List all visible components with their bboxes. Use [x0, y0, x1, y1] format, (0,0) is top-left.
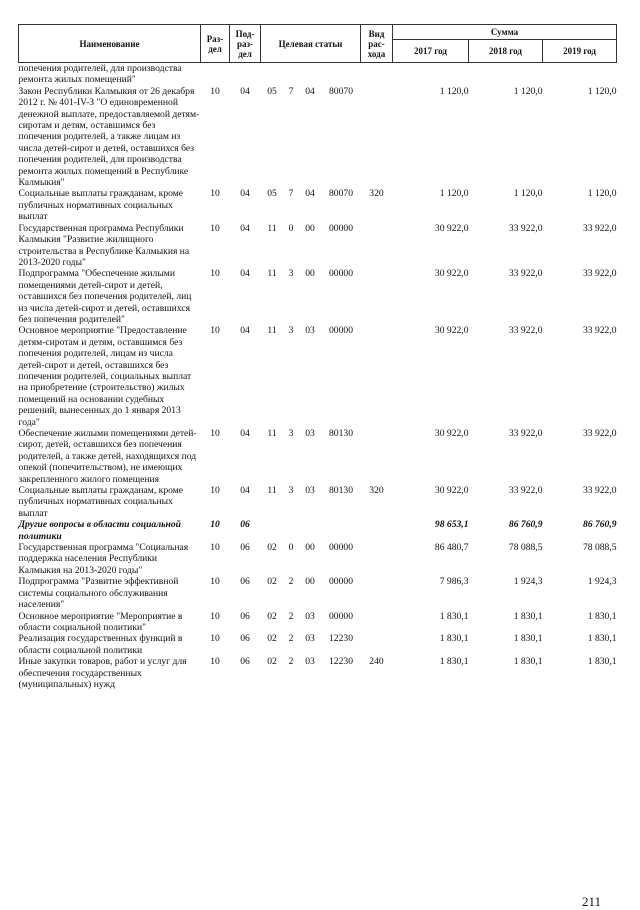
row-sum-2018: 1 830,1: [513, 656, 543, 668]
row-sum-2018: 33 922,0: [508, 222, 543, 234]
row-target-event: 04: [305, 85, 315, 97]
row-expense-type: 240: [369, 656, 384, 668]
row-sum-2017: 30 922,0: [434, 485, 469, 497]
row-section: 10: [210, 656, 220, 668]
row-target-subprogram: 3: [288, 325, 294, 337]
row-sum-2018: 1 830,1: [513, 610, 543, 622]
table-row: [19, 656, 617, 690]
row-target-event: 03: [305, 633, 315, 645]
row-sum-2017: 30 922,0: [434, 268, 469, 280]
row-sum-2018: 33 922,0: [508, 268, 543, 280]
row-expense-type: [361, 633, 393, 656]
row-name: Реализация государственных функций в области социальной политики: [18, 633, 183, 656]
row-section: 10: [210, 576, 220, 588]
row-subsection: 06: [240, 576, 250, 588]
header-year-2018: 2018 год: [469, 40, 543, 63]
row-expense-type: [361, 268, 393, 325]
row-subsection: 04: [240, 268, 250, 280]
row-name: Иные закупки товаров, работ и услуг для обеспечения государственных (муниципальных) нужд: [18, 656, 187, 690]
row-expense-type: [361, 63, 393, 86]
row-section: 10: [210, 325, 220, 337]
row-sum-2019: [543, 63, 617, 86]
table-body: [19, 63, 617, 691]
row-target-event: 00: [305, 542, 315, 554]
row-subsection: 06: [240, 656, 250, 668]
row-target-subprogram: [284, 519, 299, 542]
header-target: Целевая статьи: [261, 25, 361, 63]
header-section: Раз-дел: [201, 25, 230, 63]
table-row: [19, 633, 617, 656]
header-year-2019: 2019 год: [543, 40, 617, 63]
row-target-program: 11: [267, 268, 277, 280]
table-row: [19, 188, 617, 222]
row-name: Обеспечение жилыми помещениями детей-сирот, детей, оставшихся без попечения родителей, а также детей, находящихся под опекой (попечительством), не имеющих закрепленного жилого помещения: [18, 428, 197, 485]
row-target-event: [299, 519, 322, 542]
table-row: [19, 485, 617, 519]
row-name: Социальные выплаты гражданам, кроме публичных нормативных социальных выплат: [18, 485, 184, 519]
row-expense-type: [361, 325, 393, 428]
row-subsection: 04: [240, 485, 250, 497]
row-sum-2017: 1 120,0: [439, 188, 469, 200]
row-target-program: [261, 63, 284, 86]
header-sum: Сумма: [393, 25, 617, 40]
row-subsection: 06: [240, 633, 250, 645]
row-target-program: 11: [267, 485, 277, 497]
row-sum-2018: 1 120,0: [513, 85, 543, 97]
row-sum-2019: 33 922,0: [582, 485, 617, 497]
row-section: 10: [210, 633, 220, 645]
row-target-program: 02: [267, 542, 277, 554]
row-section: 10: [210, 519, 220, 531]
row-target-event: 00: [305, 576, 315, 588]
row-sum-2019: 1 120,0: [587, 188, 617, 200]
row-target-program: 11: [267, 428, 277, 439]
row-sum-2017: 1 830,1: [439, 656, 469, 668]
row-sum-2017: 1 830,1: [439, 633, 469, 645]
row-section: 10: [210, 542, 220, 554]
row-sum-2017: 1 830,1: [439, 610, 469, 622]
row-target-program: 11: [267, 222, 277, 234]
row-target-direction: 00000: [329, 268, 353, 280]
row-target-subprogram: 0: [288, 222, 294, 234]
row-target-event: 04: [305, 188, 315, 200]
row-sum-2018: 1 924,3: [513, 576, 543, 588]
row-target-direction: 00000: [329, 576, 353, 588]
row-target-program: 11: [267, 325, 277, 337]
row-target-direction: 00000: [329, 610, 353, 622]
header-name: Наименование: [19, 25, 201, 63]
row-sum-2019: 33 922,0: [582, 325, 617, 337]
row-target-event: [299, 63, 322, 86]
row-target-subprogram: 2: [288, 576, 294, 588]
row-section: 10: [210, 222, 220, 234]
table-row: [19, 611, 617, 634]
row-target-direction: 12230: [329, 656, 353, 668]
row-sum-2019: 1 830,1: [587, 610, 617, 622]
row-target-subprogram: 2: [288, 633, 294, 645]
row-name: Основное мероприятие "Мероприятие в области социальной политики": [18, 610, 183, 633]
row-expense-type: [361, 611, 393, 634]
row-expense-type: [361, 86, 393, 189]
row-target-direction: 80130: [329, 485, 353, 497]
row-target-subprogram: 7: [288, 85, 294, 97]
row-expense-type: 320: [369, 188, 384, 200]
row-expense-type: [361, 223, 393, 269]
row-sum-2017: 30 922,0: [434, 325, 469, 337]
header-subsection: Под-раз-дел: [230, 25, 261, 63]
row-sum-2019: 1 924,3: [587, 576, 617, 588]
row-target-event: 03: [305, 610, 315, 622]
row-name: Другие вопросы в области социальной политики: [18, 519, 181, 542]
row-sum-2018: 1 830,1: [513, 633, 543, 645]
row-sum-2018: 33 922,0: [508, 325, 543, 337]
row-subsection: 04: [240, 85, 250, 97]
row-name: Социальные выплаты гражданам, кроме публичных нормативных социальных выплат: [18, 188, 184, 223]
row-target-direction: 80130: [329, 428, 353, 439]
row-target-subprogram: 3: [288, 428, 294, 439]
row-sum-2017: 86 480,7: [434, 542, 469, 554]
row-sum-2017: 7 986,3: [439, 576, 469, 588]
row-target-event: 03: [305, 656, 315, 668]
row-sum-2019: 1 830,1: [587, 633, 617, 645]
row-target-direction: 00000: [329, 542, 353, 554]
row-target-direction: 00000: [329, 222, 353, 234]
row-subsection: 06: [240, 519, 250, 531]
row-expense-type: 320: [369, 485, 384, 497]
table-row: [19, 268, 617, 325]
table-row: [19, 63, 617, 86]
row-section: 10: [210, 485, 220, 497]
table-row: [19, 86, 617, 189]
row-sum-2017: [393, 63, 469, 86]
row-expense-type: [361, 428, 393, 485]
row-target-event: 03: [305, 485, 315, 497]
row-target-program: 02: [267, 633, 277, 645]
row-sum-2019: 33 922,0: [582, 268, 617, 280]
row-subsection: 04: [240, 222, 250, 234]
row-target-direction: 80070: [329, 188, 353, 200]
row-section: 10: [210, 188, 220, 200]
row-section: 10: [210, 268, 220, 280]
row-sum-2019: 86 760,9: [582, 519, 617, 531]
row-section: 10: [210, 428, 220, 439]
row-target-program: 05: [267, 85, 277, 97]
row-sum-2019: 1 120,0: [587, 85, 617, 97]
budget-table: [18, 24, 617, 690]
row-sum-2018: 33 922,0: [508, 428, 543, 439]
row-name: Основное мероприятие "Предоставление детям-сиротам и детям, оставшимся без попечения родителей, лицам из числа детей-сирот и детей, оставшихся без попечения родителей, социальных выплат на приобретение (строительство) жилых помещений на основании судебных решений, вынесенных до 1 января 2013 года": [18, 325, 192, 428]
row-name: Закон Республики Калмыкия от 26 декабря 2012 г. № 401-IV-З "О единовременной денежной выплате, предоставляемой детям-сиротам и детям, оставшимся без попечения родителей, а также лицам из числа детей-сирот и детей, оставшихся без попечения родителей, для производства ремонта жилых помещений в Республике Калмыкия": [18, 85, 200, 189]
row-target-direction: 12230: [329, 633, 353, 645]
row-section: [201, 63, 230, 86]
header-year-2017: 2017 год: [393, 40, 469, 63]
row-subsection: 06: [240, 542, 250, 554]
row-sum-2019: 33 922,0: [582, 428, 617, 439]
row-section: 10: [210, 85, 220, 97]
row-target-direction: 80070: [329, 85, 353, 97]
row-target-subprogram: [284, 63, 299, 86]
row-sum-2017: 30 922,0: [434, 428, 469, 439]
row-section: 10: [210, 610, 220, 622]
row-target-event: 03: [305, 428, 315, 439]
row-name: Государственная программа "Социальная поддержка населения Республики Калмыкия на 2013-2020 годы": [18, 542, 189, 576]
row-sum-2019: 1 830,1: [587, 656, 617, 668]
row-target-event: 03: [305, 325, 315, 337]
row-subsection: 04: [240, 188, 250, 200]
row-target-subprogram: 0: [288, 542, 294, 554]
row-subsection: 04: [240, 325, 250, 337]
row-sum-2018: 78 088,5: [508, 542, 543, 554]
row-sum-2018: 1 120,0: [513, 188, 543, 200]
row-target-subprogram: 3: [288, 485, 294, 497]
row-name: Государственная программа Республики Калмыкия "Развитие жилищного строительства в Республике Калмыкия на 2013-2020 годы": [18, 222, 190, 268]
row-name: Подпрограмма "Развитие эффективной системы социального обслуживания населения": [18, 576, 179, 611]
table-row: [19, 223, 617, 269]
row-sum-2019: 78 088,5: [582, 542, 617, 554]
table-row: [19, 325, 617, 428]
row-expense-type: [361, 519, 393, 542]
row-subsection: 04: [240, 428, 250, 439]
row-target-direction: 00000: [329, 325, 353, 337]
row-expense-type: [361, 542, 393, 576]
row-sum-2018: 33 922,0: [508, 485, 543, 497]
row-subsection: [230, 63, 261, 86]
row-target-event: 00: [305, 222, 315, 234]
row-target-subprogram: 7: [288, 188, 294, 200]
table-row: [19, 576, 617, 610]
row-target-subprogram: 2: [288, 610, 294, 622]
row-target-program: 05: [267, 188, 277, 200]
row-target-program: 02: [267, 656, 277, 668]
row-target-program: [261, 519, 284, 542]
row-sum-2018: [469, 63, 543, 86]
row-sum-2017: 30 922,0: [434, 222, 469, 234]
row-target-direction: [322, 519, 361, 542]
row-target-event: 00: [305, 268, 315, 280]
row-subsection: 06: [240, 610, 250, 622]
header-expense-type: Вид рас-хода: [361, 25, 393, 63]
table-row: [19, 428, 617, 485]
row-sum-2017: 98 653,1: [434, 519, 469, 531]
row-target-subprogram: 3: [288, 268, 294, 280]
row-expense-type: [361, 576, 393, 610]
row-target-program: 02: [267, 610, 277, 622]
table-row: [19, 519, 617, 542]
row-target-subprogram: 2: [288, 656, 294, 668]
budget-page: [18, 24, 617, 909]
row-sum-2017: 1 120,0: [439, 85, 469, 97]
table-row: [19, 542, 617, 576]
row-sum-2018: 86 760,9: [508, 519, 543, 531]
row-target-direction: [322, 63, 361, 86]
table-header: [19, 25, 617, 63]
row-name: попечения родителей, для производства ремонта жилых помещений": [18, 63, 182, 86]
row-target-program: 02: [267, 576, 277, 588]
row-sum-2019: 33 922,0: [582, 222, 617, 234]
page-number: 211: [582, 894, 602, 909]
row-name: Подпрограмма "Обеспечение жилыми помещениями детей-сирот и детей, оставшихся без попечения родителей, лиц из числа детей-сирот и детей, оставшихся без попечения родителей": [18, 268, 192, 325]
